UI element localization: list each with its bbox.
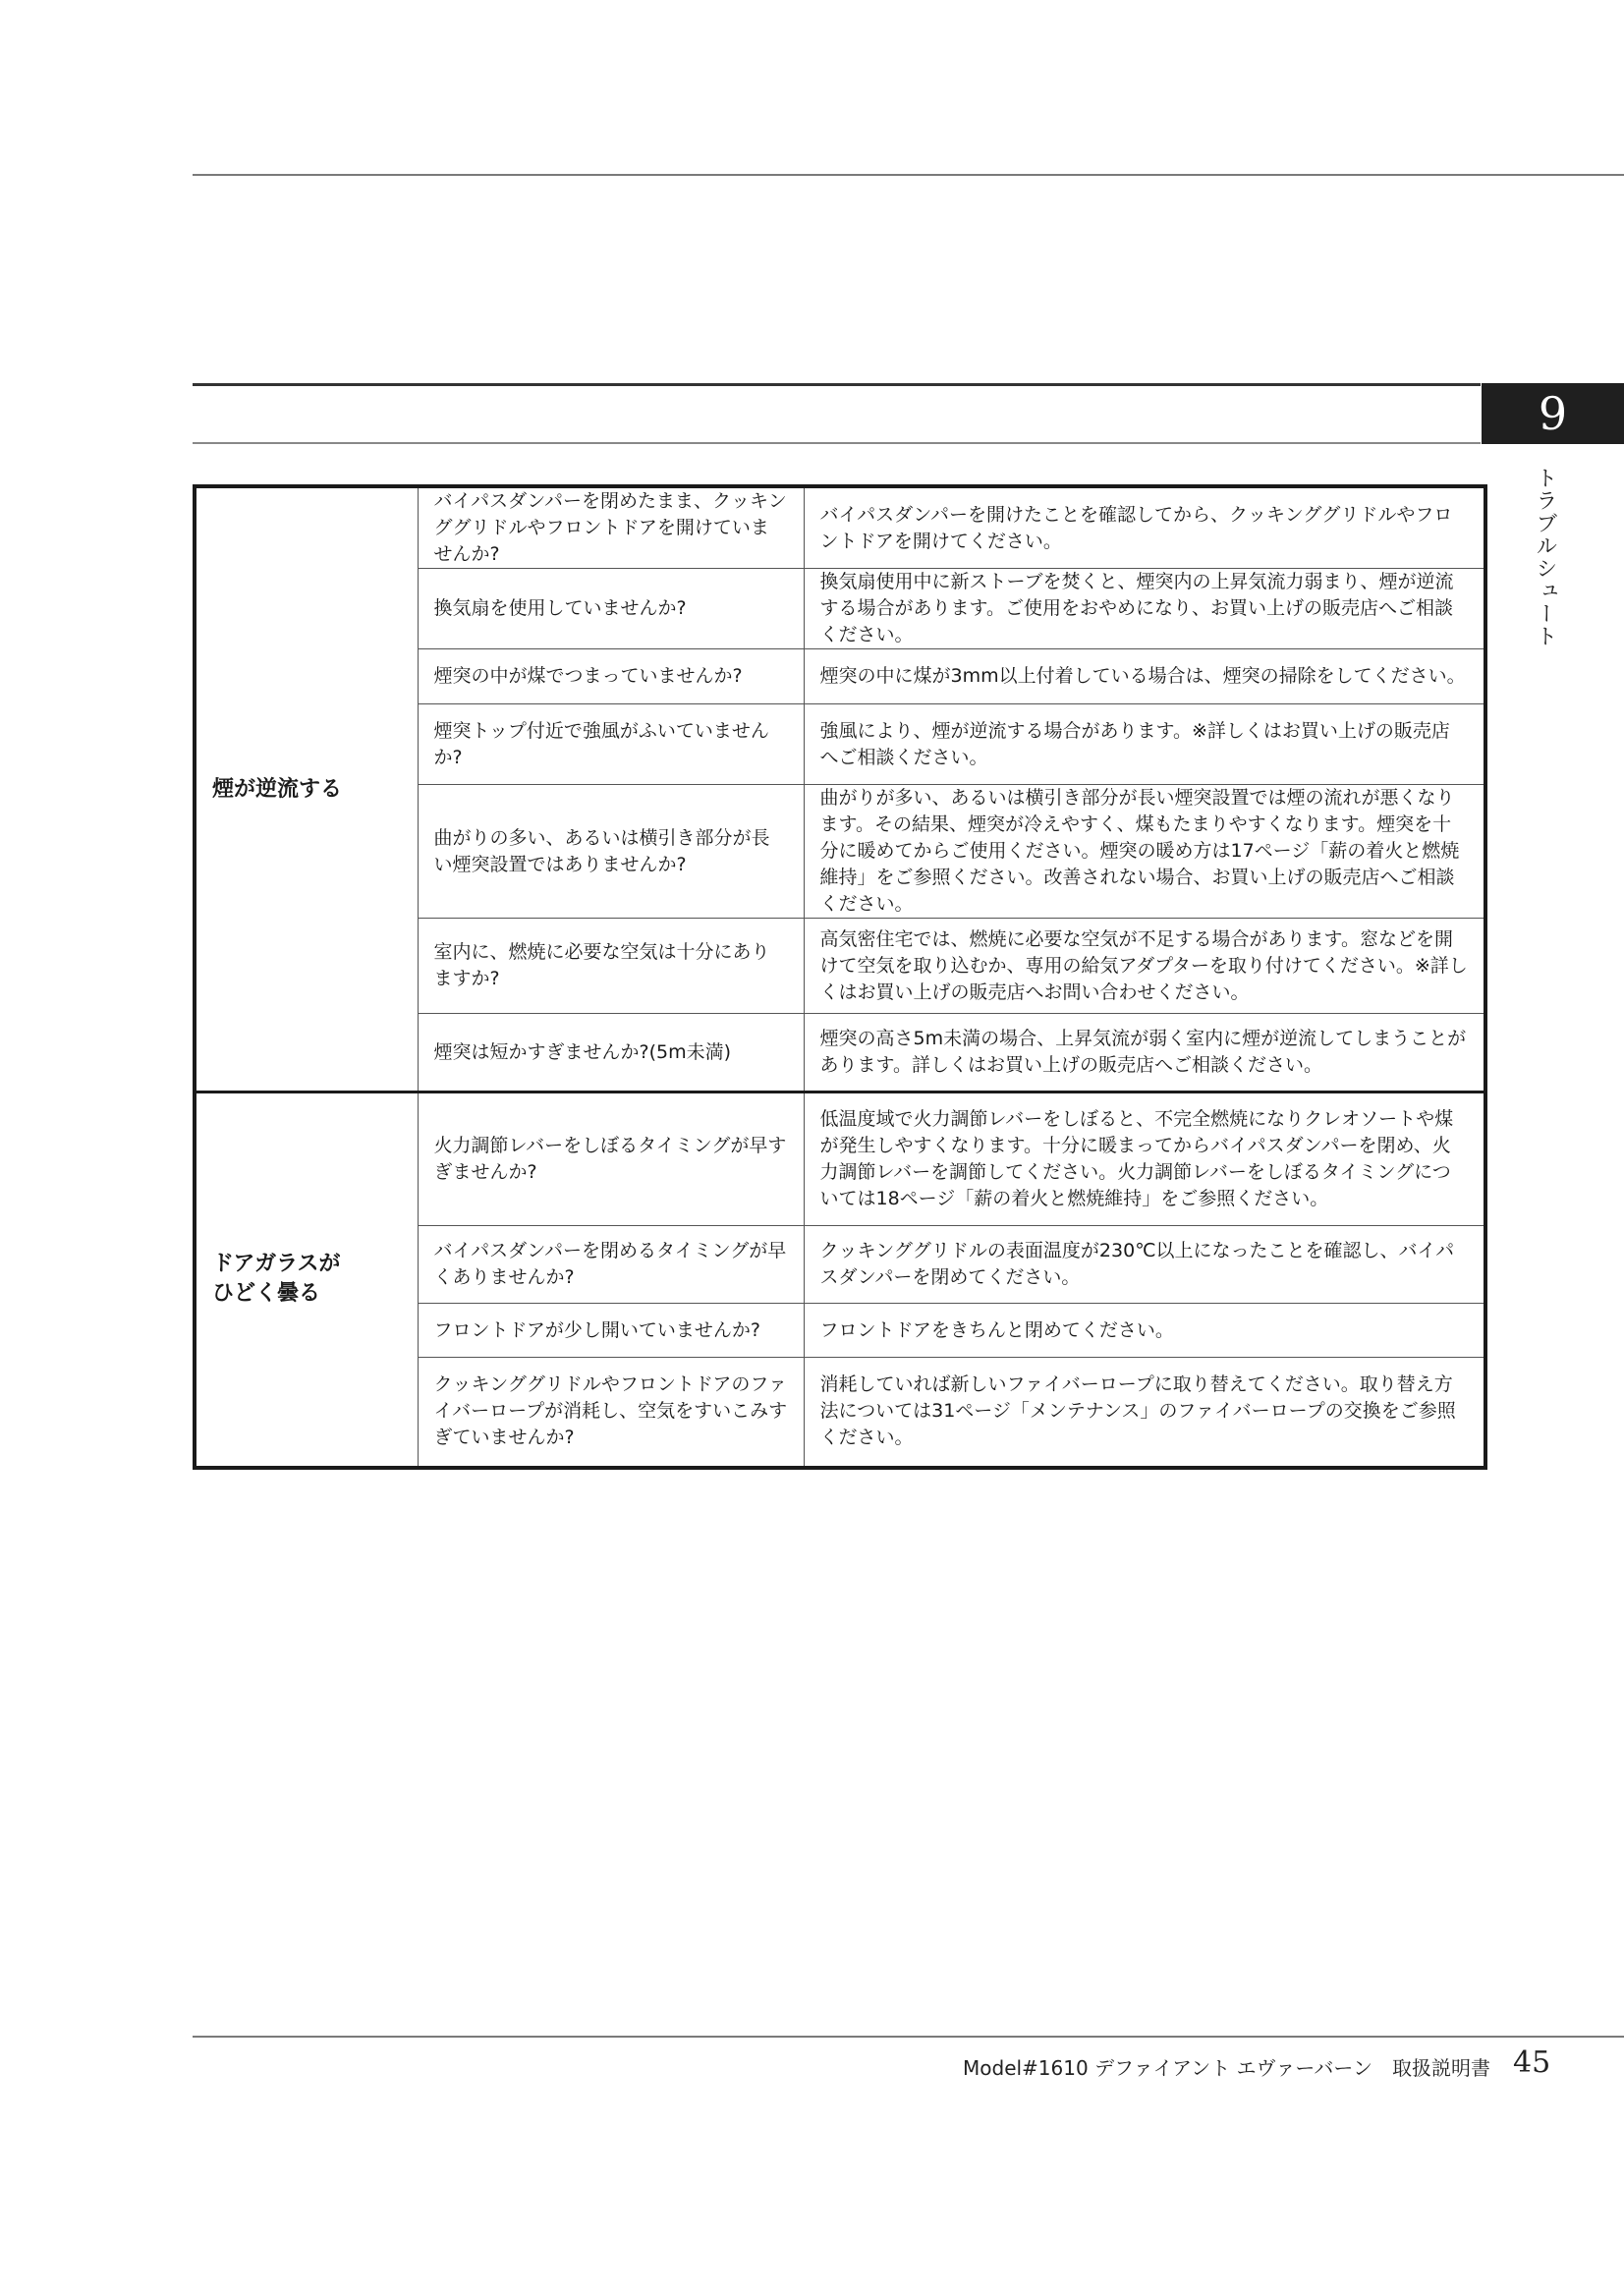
cause-cell: 煙突は短かすぎませんか?(5m未満) — [418, 1014, 804, 1092]
cause-cell: 室内に、燃焼に必要な空気は十分にありますか? — [418, 919, 804, 1014]
remedy-cell: フロントドアをきちんと閉めてください。 — [804, 1304, 1485, 1358]
footer-manual-title: Model#1610 デファイアント エヴァーバーン 取扱説明書 — [963, 2056, 1491, 2080]
symptom-cell: ドアガラスが ひどく曇る — [195, 1092, 418, 1468]
remedy-cell: 高気密住宅では、燃焼に必要な空気が不足する場合があります。窓などを開けて空気を取り込むか、専用の給気アダプターを取り付けてください。※詳しくはお買い上げの販売店へお問い合わせください。 — [804, 919, 1485, 1014]
remedy-cell: 消耗していれば新しいファイバーロープに取り替えてください。取り替え方法については31ページ「メンテナンス」のファイバーロープの交換をご参照ください。 — [804, 1358, 1485, 1468]
cause-cell: 換気扇を使用していませんか? — [418, 569, 804, 649]
header-rule-lower — [193, 442, 1481, 444]
page-number: 45 — [1513, 2045, 1551, 2080]
header-rule — [193, 383, 1481, 386]
chapter-label: トラブルシュート — [1533, 467, 1557, 647]
symptom-cell: 煙が逆流する — [195, 486, 418, 1092]
remedy-cell: 強風により、煙が逆流する場合があります。※詳しくはお買い上げの販売店へご相談ください。 — [804, 704, 1485, 785]
table-row — [195, 1092, 1485, 1226]
top-rule — [193, 174, 1624, 176]
cause-cell: バイパスダンパーを閉めるタイミングが早くありませんか? — [418, 1226, 804, 1304]
footer-rule — [193, 2036, 1624, 2038]
remedy-cell: 煙突の中に煤が3mm以上付着している場合は、煙突の掃除をしてください。 — [804, 649, 1485, 704]
cause-cell: 煙突の中が煤でつまっていませんか? — [418, 649, 804, 704]
chapter-number: 9 — [1482, 383, 1624, 444]
table-row — [195, 486, 1485, 569]
troubleshooting-table — [193, 484, 1487, 1470]
cause-cell: 煙突トップ付近で強風がふいていませんか? — [418, 704, 804, 785]
cause-cell: 火力調節レバーをしぼるタイミングが早すぎませんか? — [418, 1092, 804, 1226]
remedy-cell: 煙突の高さ5m未満の場合、上昇気流が弱く室内に煙が逆流してしまうことがあります。詳しくはお買い上げの販売店へご相談ください。 — [804, 1014, 1485, 1092]
remedy-cell: バイパスダンパーを開けたことを確認してから、クッキンググリドルやフロントドアを開けてください。 — [804, 486, 1485, 569]
cause-cell: フロントドアが少し開いていませんか? — [418, 1304, 804, 1358]
remedy-cell: 曲がりが多い、あるいは横引き部分が長い煙突設置では煙の流れが悪くなります。その結果、煙突が冷えやすく、煤もたまりやすくなります。煙突を十分に暖めてからご使用ください。煙突の暖め方は17ページ「薪の着火と燃焼維持」をご参照ください。改善されない場合、お買い上げの販売店へご相談ください。 — [804, 785, 1485, 919]
cause-cell: 曲がりの多い、あるいは横引き部分が長い煙突設置ではありませんか? — [418, 785, 804, 919]
cause-cell: クッキンググリドルやフロントドアのファイバーロープが消耗し、空気をすいこみすぎていませんか? — [418, 1358, 804, 1468]
remedy-cell: 換気扇使用中に新ストーブを焚くと、煙突内の上昇気流力弱まり、煙が逆流する場合があります。ご使用をおやめになり、お買い上げの販売店へご相談ください。 — [804, 569, 1485, 649]
remedy-cell: クッキンググリドルの表面温度が230℃以上になったことを確認し、バイパスダンパーを閉めてください。 — [804, 1226, 1485, 1304]
cause-cell: バイパスダンパーを閉めたまま、クッキンググリドルやフロントドアを開けていませんか? — [418, 486, 804, 569]
remedy-cell: 低温度域で火力調節レバーをしぼると、不完全燃焼になりクレオソートや煤が発生しやすくなります。十分に暖まってからバイパスダンパーを閉め、火力調節レバーを調節してください。火力調節レバーをしぼるタイミングについては18ページ「薪の着火と燃焼維持」をご参照ください。 — [804, 1092, 1485, 1226]
